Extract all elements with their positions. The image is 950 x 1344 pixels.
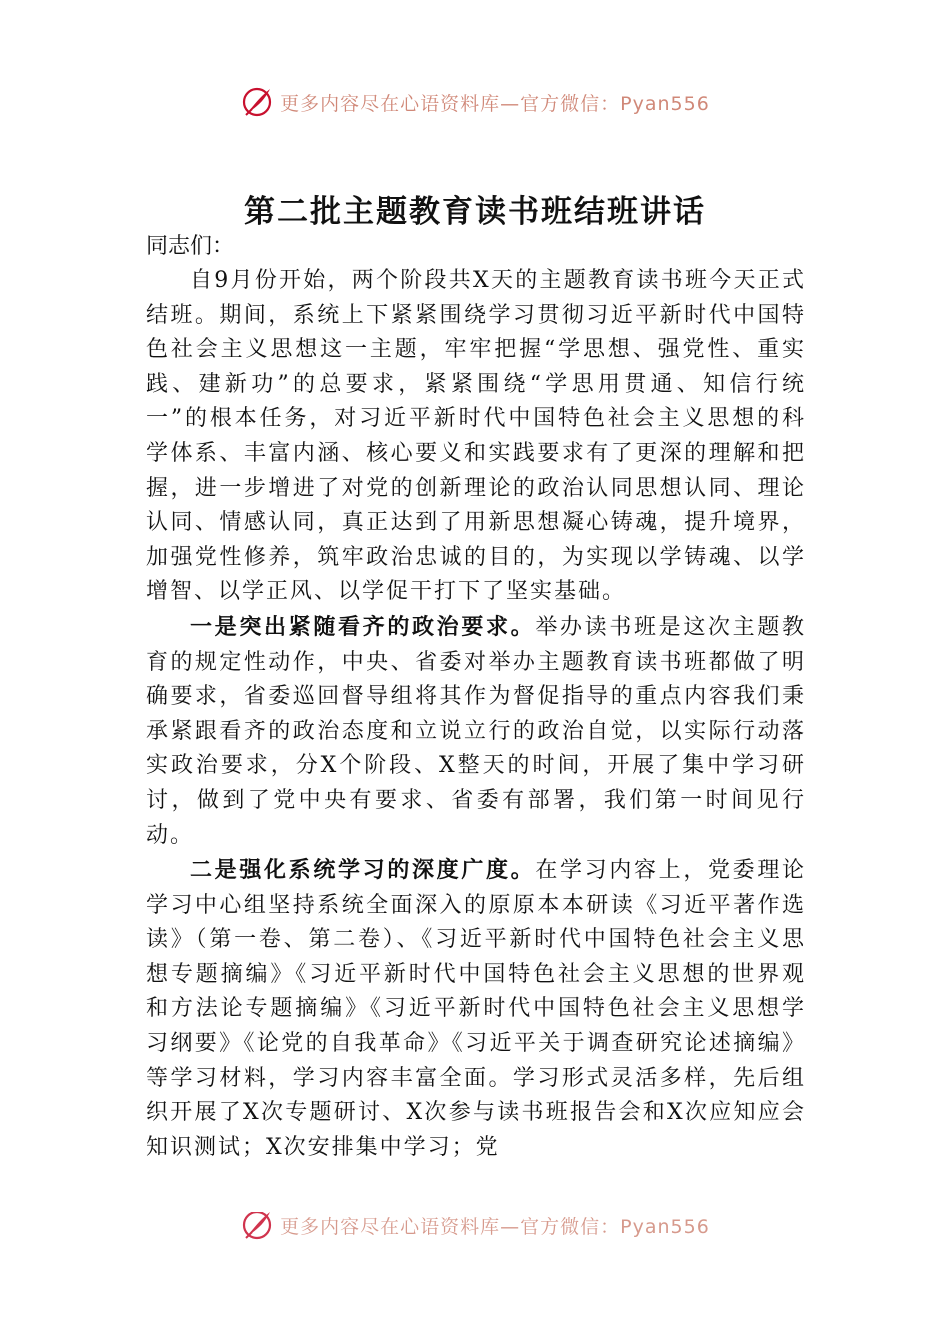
- paragraph-point-one: [146, 610, 806, 853]
- watermark-text: 更多内容尽在心语资料库—官方微信：Pyan556: [280, 92, 710, 115]
- paragraph-text: 在学习内容上，党委理论学习中心组坚持系统全面深入的原原本本研读《习近平著作选读》（第一卷、第二卷）、《习近平新时代中国特色社会主义思想专题摘编》《习近平新时代中国特色社会主义思想的世界观和方法论专题摘编》《习近平新时代中国特色社会主义思想学习纲要》《论党的自我革命》《习近平关于调查研究论述摘编》等学习材料，学习内容丰富全面。学习形式灵活多样，先后组织开展了X次专题研讨、X次参与读书班报告会和X次应知应会知识测试；X次安排集中学习；党: [146, 858, 806, 1160]
- watermark-text: 更多内容尽在心语资料库—官方微信：Pyan556: [280, 1215, 710, 1238]
- document-title: 第二批主题教育读书班结班讲话: [244, 194, 706, 230]
- paragraph-lead: 一是突出紧随看齐的政治要求。: [190, 613, 536, 640]
- paragraph-point-two: [146, 853, 806, 1165]
- salutation: 同志们：: [146, 234, 235, 259]
- paragraph-text: 举办读书班是这次主题教育的规定性动作，中央、省委对举办主题教育读书班都做了明确要求，省委巡回督导组将其作为督促指导的重点内容我们秉承紧跟看齐的政治态度和立说立行的政治自觉，以实际行动落实政治要求，分X个阶段、X整天的时间，开展了集中学习研讨，做到了党中央有要求、省委有部署，我们第一时间见行动。: [146, 614, 806, 848]
- paragraph-intro: [146, 264, 806, 610]
- feather-pen-icon: [240, 1212, 274, 1242]
- watermark-footer: [0, 1212, 950, 1244]
- paragraph-lead: 二是强化系统学习的深度广度。: [190, 857, 536, 884]
- paragraph-text: 自9月份开始，两个阶段共X天的主题教育读书班今天正式结班。期间，系统上下紧紧围绕学习贯彻习近平新时代中国特色社会主义思想这一主题，牢牢把握“学思想、强党性、重实践、建新功”的总要求，紧紧围绕“学思用贯通、知信行统一”的根本任务，对习近平新时代中国特色社会主义思想的科学体系、丰富内涵、核心要义和实践要求有了更深的理解和把握，进一步增进了对党的创新理论的政治认同思想认同、理论认同、情感认同，真正达到了用新思想凝心铸魂，提升境界，加强党性修养，筑牢政治忠诚的目的，为实现以学铸魂、以学增智、以学正风、以学促干打下了坚实基础。: [146, 268, 806, 605]
- feather-pen-icon: [240, 85, 274, 119]
- watermark-header: [0, 80, 950, 124]
- document-body: [146, 264, 806, 1222]
